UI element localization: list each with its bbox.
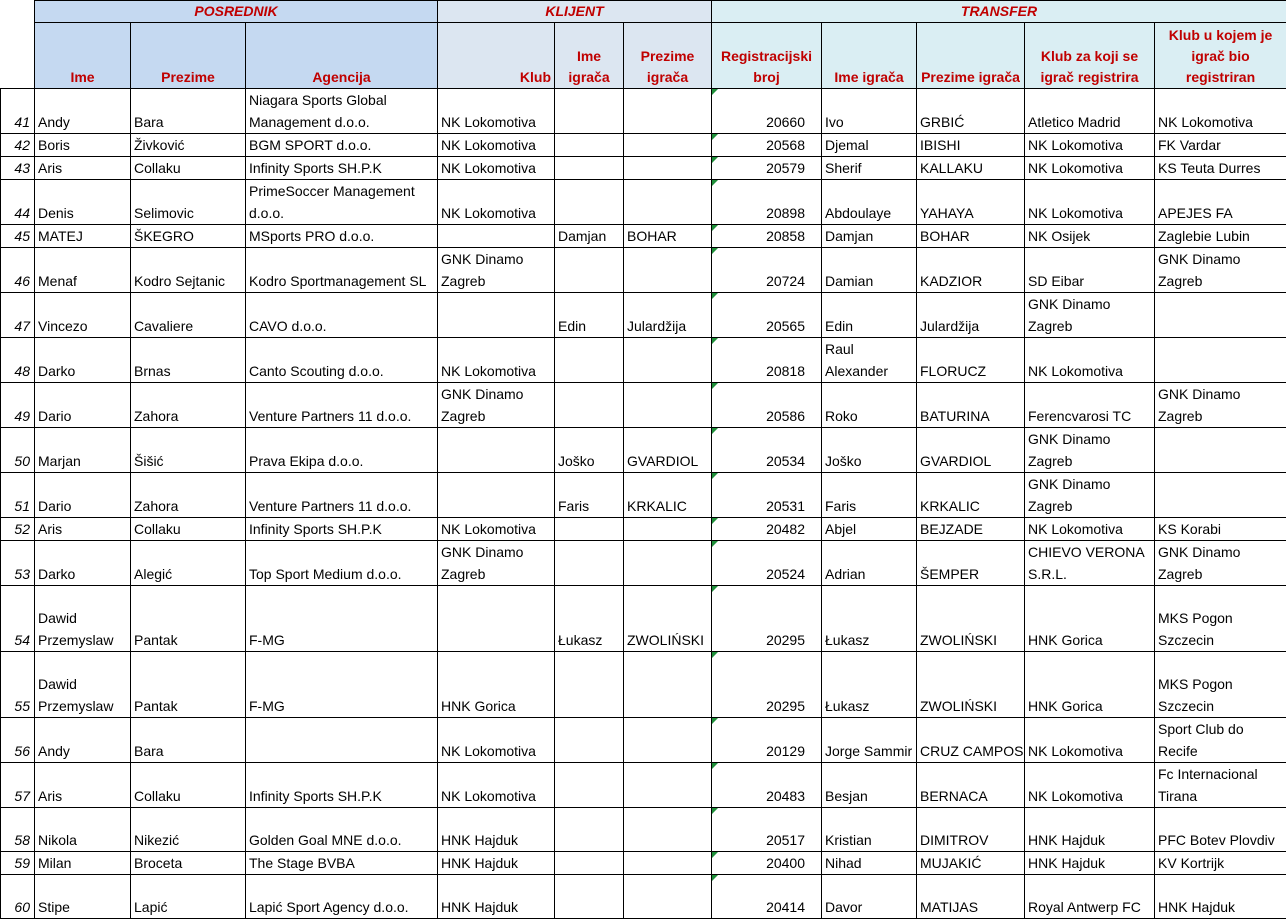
- table-row: [1, 338, 1286, 383]
- cell-transfer-ime: Edin: [822, 293, 917, 338]
- cell-row-number: 55: [1, 652, 35, 718]
- table-row: [1, 89, 1286, 134]
- cell-klub-u: GNK Dinamo Zagreb: [1155, 541, 1286, 586]
- cell-klijent-prezime: [624, 518, 712, 541]
- cell-klijent-klub: [438, 473, 555, 518]
- cell-posrednik-prezime: Šišić: [131, 428, 246, 473]
- cell-transfer-ime: Joško: [822, 428, 917, 473]
- cell-klijent-ime: [555, 652, 624, 718]
- cell-transfer-prezime: ZWOLIŃSKI: [917, 652, 1025, 718]
- cell-klub-u: KV Kortrijk: [1155, 852, 1286, 875]
- col-prezime: Prezime: [131, 23, 246, 89]
- cell-klijent-prezime: [624, 383, 712, 428]
- cell-transfer-prezime: ŠEMPER: [917, 541, 1025, 586]
- cell-posrednik-agencija: Venture Partners 11 d.o.o.: [246, 383, 438, 428]
- cell-reg-broj: 20531: [712, 473, 822, 518]
- cell-klijent-ime: [555, 718, 624, 763]
- cell-transfer-ime: Raul Alexander: [822, 338, 917, 383]
- table-row: [1, 875, 1286, 919]
- cell-posrednik-prezime: Zahora: [131, 473, 246, 518]
- cell-posrednik-agencija: F-MG: [246, 586, 438, 652]
- cell-posrednik-ime: Dario: [35, 383, 131, 428]
- cell-reg-broj: 20534: [712, 428, 822, 473]
- cell-posrednik-ime: Aris: [35, 157, 131, 180]
- cell-transfer-ime: Faris: [822, 473, 917, 518]
- cell-klub-za: NK Lokomotiva: [1025, 180, 1155, 225]
- cell-klijent-prezime: KRKALIC: [624, 473, 712, 518]
- cell-reg-broj: 20724: [712, 248, 822, 293]
- cell-posrednik-agencija: PrimeSoccer Management d.o.o.: [246, 180, 438, 225]
- cell-klub-za: HNK Gorica: [1025, 652, 1155, 718]
- table-row: [1, 180, 1286, 225]
- cell-klijent-prezime: GVARDIOL: [624, 428, 712, 473]
- cell-klijent-ime: [555, 808, 624, 852]
- table-row: [1, 473, 1286, 518]
- cell-posrednik-ime: Nikola: [35, 808, 131, 852]
- cell-klub-za: Royal Antwerp FC: [1025, 875, 1155, 919]
- cell-klub-u: GNK Dinamo Zagreb: [1155, 383, 1286, 428]
- cell-row-number: 46: [1, 248, 35, 293]
- cell-klijent-klub: HNK Hajduk: [438, 808, 555, 852]
- cell-transfer-ime: Damjan: [822, 225, 917, 248]
- cell-posrednik-prezime: Broceta: [131, 852, 246, 875]
- cell-transfer-prezime: ZWOLIŃSKI: [917, 586, 1025, 652]
- cell-klijent-klub: NK Lokomotiva: [438, 518, 555, 541]
- cell-klijent-ime: [555, 134, 624, 157]
- cell-klub-u: PFC Botev Plovdiv: [1155, 808, 1286, 852]
- cell-transfer-prezime: KADZIOR: [917, 248, 1025, 293]
- cell-klub-za: GNK Dinamo Zagreb: [1025, 473, 1155, 518]
- cell-transfer-prezime: BERNACA: [917, 763, 1025, 808]
- cell-klub-za: HNK Gorica: [1025, 586, 1155, 652]
- cell-posrednik-agencija: Golden Goal MNE d.o.o.: [246, 808, 438, 852]
- cell-klub-u: MKS Pogon Szczecin: [1155, 652, 1286, 718]
- cell-reg-broj: 20482: [712, 518, 822, 541]
- cell-row-number: 53: [1, 541, 35, 586]
- cell-klijent-klub: [438, 293, 555, 338]
- cell-klub-za: HNK Hajduk: [1025, 852, 1155, 875]
- cell-klub-za: NK Lokomotiva: [1025, 518, 1155, 541]
- cell-posrednik-ime: Denis: [35, 180, 131, 225]
- table-row: [1, 518, 1286, 541]
- cell-klijent-ime: [555, 541, 624, 586]
- cell-transfer-ime: Łukasz: [822, 586, 917, 652]
- cell-transfer-prezime: CRUZ CAMPOS: [917, 718, 1025, 763]
- cell-klub-u: [1155, 293, 1286, 338]
- cell-row-number: 60: [1, 875, 35, 919]
- cell-posrednik-prezime: ŠKEGRO: [131, 225, 246, 248]
- cell-reg-broj: 20818: [712, 338, 822, 383]
- cell-klub-u: Zaglebie Lubin: [1155, 225, 1286, 248]
- cell-transfer-ime: Ivo: [822, 89, 917, 134]
- cell-posrednik-prezime: Brnas: [131, 338, 246, 383]
- cell-klub-za: Atletico Madrid: [1025, 89, 1155, 134]
- cell-posrednik-prezime: Kodro Sejtanic: [131, 248, 246, 293]
- table-row: [1, 428, 1286, 473]
- cell-reg-broj: 20400: [712, 852, 822, 875]
- cell-klijent-prezime: [624, 541, 712, 586]
- cell-row-number: 58: [1, 808, 35, 852]
- cell-posrednik-ime: Vincezo: [35, 293, 131, 338]
- cell-posrednik-ime: Dario: [35, 473, 131, 518]
- cell-reg-broj: 20483: [712, 763, 822, 808]
- table-row: [1, 763, 1286, 808]
- cell-klijent-klub: GNK Dinamo Zagreb: [438, 248, 555, 293]
- col-klub-u: Klub u kojem je igrač bio registriran: [1155, 23, 1286, 89]
- cell-posrednik-agencija: Infinity Sports SH.P.K: [246, 157, 438, 180]
- cell-posrednik-agencija: Infinity Sports SH.P.K: [246, 763, 438, 808]
- cell-reg-broj: 20524: [712, 541, 822, 586]
- cell-klijent-klub: NK Lokomotiva: [438, 157, 555, 180]
- cell-klub-u: KS Teuta Durres: [1155, 157, 1286, 180]
- cell-transfer-ime: Besjan: [822, 763, 917, 808]
- table-row: [1, 808, 1286, 852]
- cell-row-number: 43: [1, 157, 35, 180]
- cell-posrednik-prezime: Collaku: [131, 518, 246, 541]
- cell-klub-u: Sport Club do Recife: [1155, 718, 1286, 763]
- table-row: [1, 248, 1286, 293]
- cell-row-number: 57: [1, 763, 35, 808]
- cell-row-number: 48: [1, 338, 35, 383]
- col-transfer-prezime: Prezime igrača: [917, 23, 1025, 89]
- cell-posrednik-agencija: CAVO d.o.o.: [246, 293, 438, 338]
- cell-klijent-prezime: [624, 718, 712, 763]
- cell-posrednik-agencija: Kodro Sportmanagement SL: [246, 248, 438, 293]
- cell-klijent-prezime: [624, 180, 712, 225]
- cell-transfer-prezime: IBISHI: [917, 134, 1025, 157]
- cell-reg-broj: 20586: [712, 383, 822, 428]
- cell-klub-u: KS Korabi: [1155, 518, 1286, 541]
- cell-klijent-prezime: [624, 875, 712, 919]
- cell-klijent-klub: [438, 586, 555, 652]
- cell-posrednik-ime: Dawid Przemyslaw: [35, 586, 131, 652]
- cell-posrednik-agencija: BGM SPORT d.o.o.: [246, 134, 438, 157]
- cell-klijent-klub: [438, 428, 555, 473]
- cell-posrednik-prezime: Collaku: [131, 763, 246, 808]
- cell-transfer-ime: Abjel: [822, 518, 917, 541]
- cell-transfer-prezime: KRKALIC: [917, 473, 1025, 518]
- cell-posrednik-ime: Marjan: [35, 428, 131, 473]
- cell-klijent-ime: Łukasz: [555, 586, 624, 652]
- cell-klijent-klub: NK Lokomotiva: [438, 338, 555, 383]
- cell-klub-za: NK Osijek: [1025, 225, 1155, 248]
- table-row: [1, 134, 1286, 157]
- cell-transfer-ime: Sherif: [822, 157, 917, 180]
- cell-posrednik-prezime: Cavaliere: [131, 293, 246, 338]
- cell-posrednik-ime: Boris: [35, 134, 131, 157]
- cell-transfer-ime: Kristian: [822, 808, 917, 852]
- cell-row-number: 49: [1, 383, 35, 428]
- cell-klijent-ime: [555, 852, 624, 875]
- cell-reg-broj: 20565: [712, 293, 822, 338]
- cell-klub-u: APEJES FA: [1155, 180, 1286, 225]
- cell-klub-u: FK Vardar: [1155, 134, 1286, 157]
- cell-transfer-prezime: GRBIĆ: [917, 89, 1025, 134]
- cell-reg-broj: 20579: [712, 157, 822, 180]
- cell-klijent-prezime: [624, 89, 712, 134]
- cell-posrednik-agencija: Lapić Sport Agency d.o.o.: [246, 875, 438, 919]
- cell-posrednik-ime: Darko: [35, 338, 131, 383]
- cell-posrednik-ime: Andy: [35, 718, 131, 763]
- table-body: [1, 89, 1286, 919]
- cell-klijent-ime: [555, 89, 624, 134]
- cell-transfer-ime: Damian: [822, 248, 917, 293]
- cell-transfer-prezime: Julardžija: [917, 293, 1025, 338]
- cell-row-number: 42: [1, 134, 35, 157]
- cell-klub-u: NK Lokomotiva: [1155, 89, 1286, 134]
- cell-klijent-ime: [555, 338, 624, 383]
- cell-posrednik-ime: Andy: [35, 89, 131, 134]
- group-klijent: KLIJENT: [438, 1, 712, 23]
- cell-posrednik-ime: Darko: [35, 541, 131, 586]
- cell-klijent-ime: [555, 180, 624, 225]
- cell-posrednik-agencija: Infinity Sports SH.P.K: [246, 518, 438, 541]
- cell-transfer-prezime: GVARDIOL: [917, 428, 1025, 473]
- cell-klub-za: GNK Dinamo Zagreb: [1025, 293, 1155, 338]
- cell-klijent-prezime: [624, 763, 712, 808]
- corner-cell-2: [1, 23, 35, 89]
- cell-klub-u: GNK Dinamo Zagreb: [1155, 248, 1286, 293]
- cell-klijent-klub: NK Lokomotiva: [438, 763, 555, 808]
- cell-klijent-ime: [555, 157, 624, 180]
- cell-transfer-ime: Abdoulaye: [822, 180, 917, 225]
- cell-posrednik-agencija: The Stage BVBA: [246, 852, 438, 875]
- col-ime: Ime: [35, 23, 131, 89]
- cell-posrednik-agencija: Top Sport Medium d.o.o.: [246, 541, 438, 586]
- cell-klijent-ime: [555, 248, 624, 293]
- cell-posrednik-prezime: Bara: [131, 718, 246, 763]
- cell-klub-za: SD Eibar: [1025, 248, 1155, 293]
- cell-posrednik-ime: MATEJ: [35, 225, 131, 248]
- cell-klub-za: NK Lokomotiva: [1025, 763, 1155, 808]
- cell-transfer-ime: Djemal: [822, 134, 917, 157]
- cell-posrednik-prezime: Selimovic: [131, 180, 246, 225]
- cell-klub-u: [1155, 338, 1286, 383]
- cell-klijent-klub: HNK Hajduk: [438, 852, 555, 875]
- cell-posrednik-ime: Stipe: [35, 875, 131, 919]
- cell-klijent-ime: Edin: [555, 293, 624, 338]
- col-klub: Klub: [438, 23, 555, 89]
- cell-klijent-klub: NK Lokomotiva: [438, 718, 555, 763]
- cell-posrednik-agencija: Prava Ekipa d.o.o.: [246, 428, 438, 473]
- cell-klub-za: Ferencvarosi TC: [1025, 383, 1155, 428]
- cell-posrednik-agencija: Canto Scouting d.o.o.: [246, 338, 438, 383]
- cell-klub-u: MKS Pogon Szczecin: [1155, 586, 1286, 652]
- cell-transfer-ime: Roko: [822, 383, 917, 428]
- cell-klijent-klub: HNK Gorica: [438, 652, 555, 718]
- cell-transfer-ime: Jorge Sammir: [822, 718, 917, 763]
- table-row: [1, 718, 1286, 763]
- cell-klijent-prezime: [624, 157, 712, 180]
- cell-klijent-prezime: [624, 338, 712, 383]
- cell-transfer-prezime: YAHAYA: [917, 180, 1025, 225]
- cell-transfer-prezime: MATIJAS: [917, 875, 1025, 919]
- cell-klijent-prezime: ZWOLIŃSKI: [624, 586, 712, 652]
- cell-klijent-klub: NK Lokomotiva: [438, 180, 555, 225]
- cell-row-number: 50: [1, 428, 35, 473]
- cell-transfer-prezime: DIMITROV: [917, 808, 1025, 852]
- cell-posrednik-agencija: Venture Partners 11 d.o.o.: [246, 473, 438, 518]
- cell-row-number: 51: [1, 473, 35, 518]
- cell-klub-u: HNK Hajduk: [1155, 875, 1286, 919]
- cell-klijent-ime: [555, 383, 624, 428]
- cell-klub-u: Fc Internacional Tirana: [1155, 763, 1286, 808]
- cell-reg-broj: 20568: [712, 134, 822, 157]
- cell-klijent-ime: Faris: [555, 473, 624, 518]
- cell-klub-za: NK Lokomotiva: [1025, 718, 1155, 763]
- cell-transfer-ime: Davor: [822, 875, 917, 919]
- cell-reg-broj: 20660: [712, 89, 822, 134]
- table-row: [1, 157, 1286, 180]
- cell-row-number: 47: [1, 293, 35, 338]
- cell-reg-broj: 20414: [712, 875, 822, 919]
- group-transfer: TRANSFER: [712, 1, 1286, 23]
- cell-transfer-prezime: BOHAR: [917, 225, 1025, 248]
- table-row: [1, 586, 1286, 652]
- cell-transfer-prezime: MUJAKIĆ: [917, 852, 1025, 875]
- cell-posrednik-prezime: Živković: [131, 134, 246, 157]
- cell-klub-za: NK Lokomotiva: [1025, 338, 1155, 383]
- cell-klub-za: NK Lokomotiva: [1025, 157, 1155, 180]
- cell-klub-za: CHIEVO VERONA S.R.L.: [1025, 541, 1155, 586]
- cell-klub-u: [1155, 428, 1286, 473]
- cell-posrednik-prezime: Lapić: [131, 875, 246, 919]
- cell-klijent-klub: GNK Dinamo Zagreb: [438, 383, 555, 428]
- cell-posrednik-ime: Aris: [35, 763, 131, 808]
- cell-posrednik-ime: Milan: [35, 852, 131, 875]
- cell-row-number: 56: [1, 718, 35, 763]
- cell-reg-broj: 20858: [712, 225, 822, 248]
- cell-klub-za: GNK Dinamo Zagreb: [1025, 428, 1155, 473]
- cell-transfer-prezime: FLORUCZ: [917, 338, 1025, 383]
- cell-klijent-ime: [555, 763, 624, 808]
- cell-posrednik-ime: Aris: [35, 518, 131, 541]
- cell-klijent-prezime: BOHAR: [624, 225, 712, 248]
- cell-posrednik-agencija: MSports PRO d.o.o.: [246, 225, 438, 248]
- cell-row-number: 44: [1, 180, 35, 225]
- cell-transfer-prezime: BATURINA: [917, 383, 1025, 428]
- cell-posrednik-prezime: Alegić: [131, 541, 246, 586]
- col-klub-za: Klub za koji se igrač registrira: [1025, 23, 1155, 89]
- cell-reg-broj: 20517: [712, 808, 822, 852]
- cell-reg-broj: 20898: [712, 180, 822, 225]
- col-reg-broj: Registracijski broj: [712, 23, 822, 89]
- cell-klijent-klub: [438, 225, 555, 248]
- cell-transfer-prezime: BEJZADE: [917, 518, 1025, 541]
- cell-klub-za: NK Lokomotiva: [1025, 134, 1155, 157]
- col-klijent-prezime: Prezime igrača: [624, 23, 712, 89]
- cell-posrednik-agencija: F-MG: [246, 652, 438, 718]
- cell-posrednik-agencija: Niagara Sports Global Management d.o.o.: [246, 89, 438, 134]
- cell-klijent-ime: [555, 875, 624, 919]
- table-row: [1, 852, 1286, 875]
- cell-klub-u: [1155, 473, 1286, 518]
- cell-klijent-klub: HNK Hajduk: [438, 875, 555, 919]
- cell-klijent-klub: NK Lokomotiva: [438, 89, 555, 134]
- cell-row-number: 52: [1, 518, 35, 541]
- cell-klijent-prezime: [624, 652, 712, 718]
- table-row: [1, 383, 1286, 428]
- cell-posrednik-ime: Menaf: [35, 248, 131, 293]
- cell-row-number: 59: [1, 852, 35, 875]
- cell-klub-za: HNK Hajduk: [1025, 808, 1155, 852]
- cell-row-number: 54: [1, 586, 35, 652]
- cell-transfer-prezime: KALLAKU: [917, 157, 1025, 180]
- cell-reg-broj: 20295: [712, 652, 822, 718]
- group-posrednik: POSREDNIK: [35, 1, 438, 23]
- cell-posrednik-ime: Dawid Przemyslaw: [35, 652, 131, 718]
- cell-posrednik-prezime: Bara: [131, 89, 246, 134]
- col-agencija: Agencija: [246, 23, 438, 89]
- cell-reg-broj: 20295: [712, 586, 822, 652]
- cell-klijent-prezime: [624, 248, 712, 293]
- corner-cell: [1, 1, 35, 23]
- cell-reg-broj: 20129: [712, 718, 822, 763]
- cell-transfer-ime: Łukasz: [822, 652, 917, 718]
- cell-klijent-klub: NK Lokomotiva: [438, 134, 555, 157]
- cell-klijent-ime: Joško: [555, 428, 624, 473]
- cell-klijent-prezime: [624, 852, 712, 875]
- table-row: [1, 293, 1286, 338]
- cell-klijent-ime: Damjan: [555, 225, 624, 248]
- table-row: [1, 225, 1286, 248]
- cell-klijent-prezime: Julardžija: [624, 293, 712, 338]
- cell-klijent-ime: [555, 518, 624, 541]
- cell-posrednik-prezime: Pantak: [131, 586, 246, 652]
- column-header-row: [1, 23, 1286, 89]
- col-transfer-ime: Ime igrača: [822, 23, 917, 89]
- col-klijent-ime: Ime igrača: [555, 23, 624, 89]
- cell-row-number: 45: [1, 225, 35, 248]
- cell-transfer-ime: Adrian: [822, 541, 917, 586]
- cell-posrednik-prezime: Nikezić: [131, 808, 246, 852]
- cell-posrednik-prezime: Zahora: [131, 383, 246, 428]
- cell-posrednik-prezime: Collaku: [131, 157, 246, 180]
- cell-transfer-ime: Nihad: [822, 852, 917, 875]
- cell-klijent-prezime: [624, 134, 712, 157]
- cell-posrednik-agencija: [246, 718, 438, 763]
- cell-row-number: 41: [1, 89, 35, 134]
- table-row: [1, 541, 1286, 586]
- cell-klijent-prezime: [624, 808, 712, 852]
- group-header-row: [1, 1, 1286, 23]
- cell-klijent-klub: GNK Dinamo Zagreb: [438, 541, 555, 586]
- table-row: [1, 652, 1286, 718]
- cell-posrednik-prezime: Pantak: [131, 652, 246, 718]
